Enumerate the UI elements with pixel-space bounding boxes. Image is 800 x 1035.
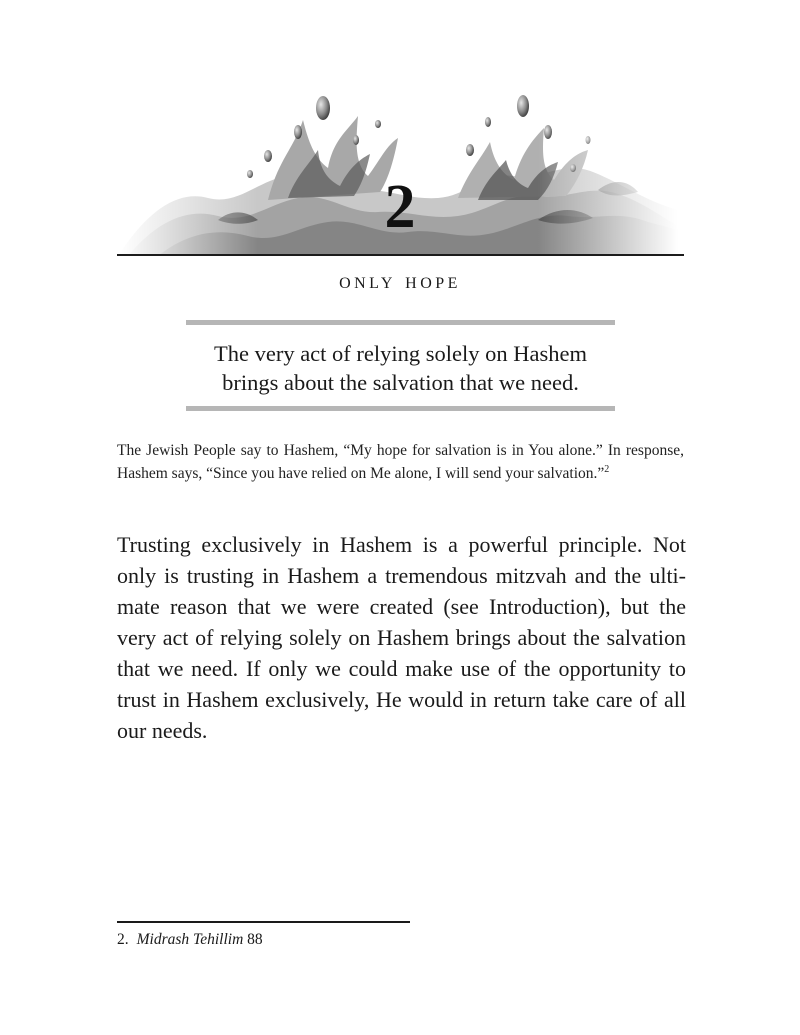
footnote-source-ref: 88 <box>247 931 263 948</box>
pull-quote-top-rule <box>186 320 615 325</box>
footnote-number: 2. <box>117 931 129 948</box>
footnote-rule <box>117 921 410 923</box>
chapter-title: only hope <box>339 268 461 293</box>
source-quote <box>117 439 684 485</box>
source-quote-text: The Jewish People say to Hashem, “My hope for salvation is in You alone.” In response, Hashem says, “Since you have relied on Me alone, I will send your salvation.” <box>117 442 684 482</box>
footnote-source-title: Midrash Tehillim <box>136 931 244 948</box>
body-paragraph: Trusting exclusively in Hashem is a powerful principle. Not only is trusting in Hashem a tremendous mitzvah and the ultimate reason that we were created (see Introduction), but the very act of relying solely on Hashem brings about the salvation that we need. If only we could make use of the opportunity to trust in Hashem exclusively, He would in return take care of all our needs. <box>117 532 686 743</box>
chapter-number: 2 <box>384 173 416 241</box>
footnote-reference: 2 <box>604 463 610 475</box>
footnote <box>117 931 263 949</box>
pull-quote-bottom-rule <box>186 406 615 411</box>
header-rule <box>117 254 684 256</box>
pull-quote <box>186 339 615 397</box>
pull-quote-line-1: The very act of relying solely on Hashem <box>213 341 587 366</box>
pull-quote-line-2: brings about the salvation that we need. <box>222 370 579 395</box>
